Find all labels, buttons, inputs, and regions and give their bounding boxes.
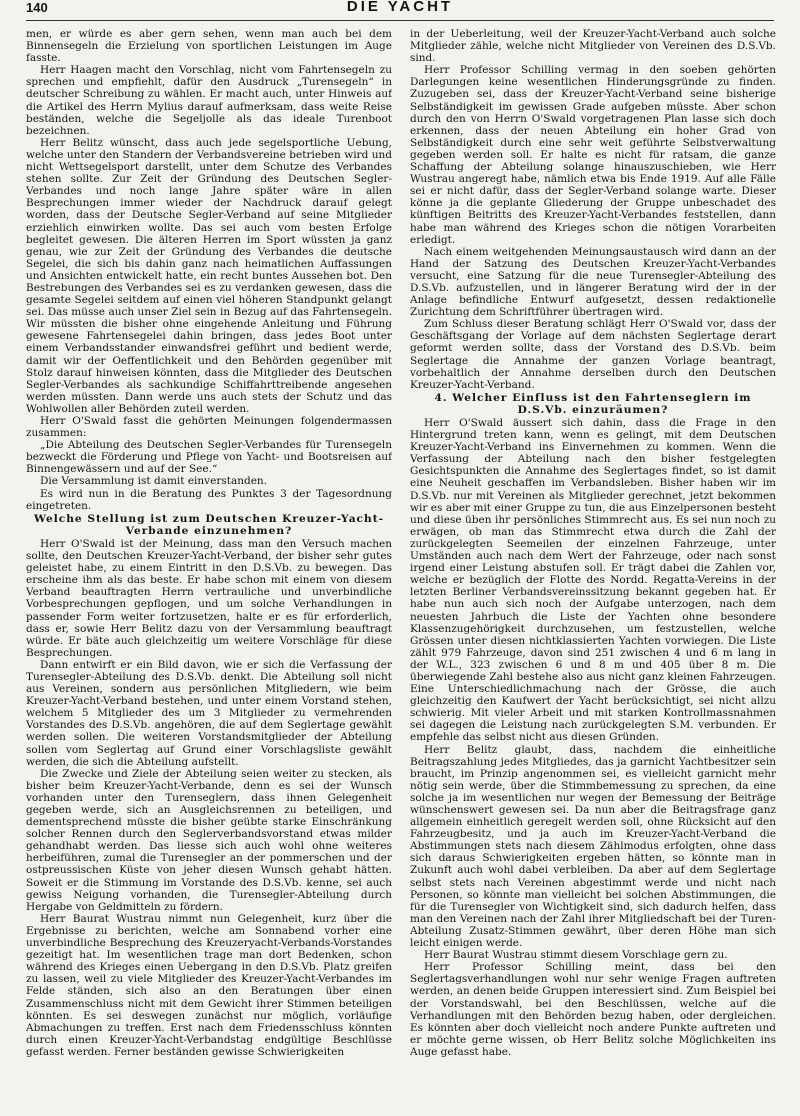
paragraph: Die Versammlung ist damit einverstanden. <box>40 475 268 488</box>
paragraph: Die Zwecke und Ziele der Abteilung seien weiter zu stecken, als bisher beim Kreuzer-Yacht-Verbande, denn es sei der Wunsch vorhanden unter den Turenseglern, dass ihnen Gelegenheit gegeben werde, sich an Ausgleichsrennen zu beteiligen, und dementsprechend müsste die bisher geübte starke Einschränkung solcher Rennen durch den Seglerverbandsvorstand etwas milder gehandhabt werden. Das liesse sich auch wohl ohne weiteres herbeiführen, zumal die Turensegler an der pommerschen und der ostpreussischen Küste von jeher diesen Wunsch gehabt hätten. Soweit er die Stimmung im Vorstande des D.S.Vb. kenne, sei auch gewiss Neigung vorhanden, die Turensegler-Abteilung durch Hergabe von Geldmitteln zu fördern. <box>26 767 392 913</box>
paragraph: Herr Baurat Wustrau nimmt nun Gelegenheit, kurz über die Ergebnisse zu berichten, welche am Sonnabend vorher eine unverbindliche Besprechung des Kreuzeryacht-Verbands-Vorstandes gezeitigt hat. Im wesentlichen trage man dort Bedenken, schon während des Krieges einen Uebergang in den D.S.Vb. Platz greifen zu lassen, weil zu viele Mitglieder des Kreuzer-Yacht-Verbandes im Felde ständen, sich also an den Beratungen über einen Zusammenschluss nicht mit dem Gewicht ihrer Stimmen beteiligen könnten. Es sei deswegen zunächst nur möglich, vorläufige Abmachungen zu treffen. Erst nach dem Friedensschluss könnten durch einen Kreuzer-Yacht-Verbandstag endgültige Beschlüsse gefasst werden. Ferner beständen gewisse Schwierigkeiten <box>26 912 392 1058</box>
paragraph: Herr O'Swald ist der Meinung, dass man den Versuch machen sollte, den Deutschen Kreuzer-Yacht-Verband, der bisher sehr gutes geleistet habe, zu einem Eintritt in den D.S.Vb. zu bewegen. Das erscheine ihm als das beste. Er habe schon mit einem von diesem Verband beauftragten Herrn vertrauliche und unverbindliche Vorbesprechungen gepflogen, und um solche Verhandlungen in passender Form weiter fortzusetzen, halte er es für erforderlich, dass er, sowie Herr Belitz dazu von der Versammlung beauftragt würde. Er bäte auch gleichzeitig um weitere Vorschläge für diese Besprechungen. <box>26 537 392 659</box>
left-column <box>26 28 392 1104</box>
section-heading: 4. Welcher Einfluss ist den Fahrtenseglern im D.S.Vb. einzuräumen? <box>434 391 752 416</box>
right-column <box>410 28 776 1104</box>
paragraph: men, er würde es aber gern sehen, wenn man auch bei dem Binnensegeln die Erzielung von sportlichen Leistungen im Auge fasste. <box>26 28 392 65</box>
paragraph: Herr O'Swald äussert sich dahin, dass die Frage in den Hintergrund treten kann, wenn es gelingt, mit dem Deutschen Kreuzer-Yacht-Verband ins Einvernehmen zu kommen. Wenn die Verfassung der Abteilung nach den bisher festgelegten Gesichtspunkten die Annahme des Seglertages findet, so ist damit eine Neuheit geschaffen im Verbandsleben. Bisher haben wir im D.S.Vb. nur mit Vereinen als Mitglieder gerechnet, jetzt bekommen wir es aber mit einer Gruppe zu tun, die aus Einzelpersonen besteht und diese üben ihr persönliches Stimmrecht aus. Es sei nun noch zu erwägen, ob man das Stimmrecht etwa durch die Zahl der zurückgelegten Seemeilen der einzelnen Fahrzeuge, unter Umständen auch nach dem Wert der Fahrzeuge, oder nach sonst irgend einer Leistung abstufen soll. Er trägt dabei die Zahlen vor, welche er bezüglich der Flotte des Nordd. Regatta-Vereins in der letzten Berliner Verbandsvereinssitzung bekannt gegeben hat. Er habe nun auch sich noch der Aufgabe unterzogen, nach dem neuesten Jahrbuch die Liste der Yachten ohne besondere Klassenzugehörigkeit durchzusehen, um festzustellen, welche Grössen unter diesen nichtklassierten Yachten vorwiegen. Die Liste zählt 979 Fahrzeuge, davon sind 251 zwischen 4 und 6 m lang in der W.L., 323 zwischen 6 und 8 m und 405 über 8 m. Die überwiegende Zahl bestehe also aus nicht ganz kleinen Fahrzeugen. Eine Unterschiedlichmachung nach der Grösse, die auch gleichzeitig den Kaufwert der Yacht berücksichtigt, sei nicht allzu schwierig. Mit vieler Arbeit und mit starken Kontrollmassnahmen sei dagegen die Leistung nach zurückgelegten S.M. verbunden. Er empfehle das selbst nicht aus diesen Gründen. <box>410 417 776 744</box>
paragraph: Herr Professor Schilling vermag in den soeben gehörten Darlegungen keine wesentlichen Hinderungsgründe zu finden. Zuzugeben sei, dass der Kreuzer-Yacht-Verband seine bisherige Selbständigkeit im gewissen Grade aufgeben müsste. Aber schon durch den von Herrn O'Swald vorgetragenen Plan lasse sich doch erkennen, dass der neuen Abteilung ein hoher Grad von Selbständigkeit durch eine sehr weit geführte Selbstverwaltung gegeben werden soll. Er halte es nicht für ratsam, die ganze Schaffung der Abteilung solange hinauszuschieben, wie Herr Wustrau angeregt habe, nämlich etwa bis Ende 1919. Auf alle Fälle sei er nicht dafür, dass der Segler-Verband solange warte. Dieser könne ja die geplante Gliederung der Gruppe unbeschadet des künftigen Beitritts des Kreuzer-Yacht-Verbandes feststellen, dann habe man während des Krieges schon die nötigen Vorarbeiten erledigt. <box>410 64 776 246</box>
paragraph: Es wird nun in die Beratung des Punktes 3 der Tagesordnung eingetreten. <box>26 487 392 512</box>
running-title: DIE YACHT <box>346 0 454 15</box>
text-columns <box>26 28 776 1104</box>
paragraph: Nach einem weitgehenden Meinungsaustausch wird dann an der Hand der Satzung des Deutschen Kreuzer-Yacht-Verbandes versucht, eine Satzung für die neue Turensegler-Abteilung des D.S.Vb. aufzustellen, und in längerer Beratung wird der in der Anlage befindliche Entwurf aufgesetzt, dessen redaktionelle Zurichtung dem Schriftführer übertragen wird. <box>410 245 776 319</box>
paragraph: in der Ueberleitung, weil der Kreuzer-Yacht-Verband auch solche Mitglieder zähle, welche nicht Mitglieder von Vereinen des D.S.Vb. sind. <box>410 28 776 65</box>
page-header <box>26 0 774 21</box>
section-heading: Welche Stellung ist zum Deutschen Kreuzer-Yacht-Verbande einzunehmen? <box>33 512 384 537</box>
page-number: 140 <box>26 0 48 15</box>
paragraph: Dann entwirft er ein Bild davon, wie er sich die Verfassung der Turensegler-Abteilung des D.S.Vb. denkt. Die Abteilung soll nicht aus Vereinen, sondern aus persönlichen Mitgliedern, wie beim Kreuzer-Yacht-Verband bestehen, und unter einem Vorstand stehen, welchem 5 Mitglieder des um 3 Mitglieder zu vermehrenden Vorstandes des D.S.Vb. angehören, die auf dem Seglertage gewählt werden sollen. Die weiteren Vorstandsmitglieder der Abteilung sollen vom Seglertag auf Grund einer Vorschlagsliste gewählt werden, die sich die Abteilung aufstellt. <box>26 658 392 768</box>
paragraph: Herr Belitz wünscht, dass auch jede segelsportliche Uebung, welche unter den Standern der Verbandsvereine betrieben wird und nicht Wettsegelsport darstellt, unter dem Schutze des Verbandes stehen sollte. Zur Zeit der Gründung des Deutschen Segler-Verbandes und noch lange Jahre später wäre in allen Besprechungen immer wieder der Nachdruck darauf gelegt worden, dass der Deutsche Segler-Verband auf seine Mitglieder erziehlich einwirken wollte. Das sei auch vom besten Erfolge begleitet gewesen. Die älteren Herren im Sport wüssten ja ganz genau, wie zur Zeit der Gründung des Verbandes die deutsche Segelei, die sich bis dahin ganz nach heimatlichen Auffassungen und Ansichten entwickelt hatte, ein recht buntes Aussehen bot. Den Bestrebungen des Verbandes sei es zu verdanken gewesen, dass die gesamte Segelei seitdem auf einen viel höheren Standpunkt gelangt sei. Das müsse auch unser Ziel sein in Bezug auf das Fahrtensegeln. Wir müssten die bisher ohne eingehende Anleitung und Führung gewesene Fahrtensegelei dahin bringen, dass jedes Boot unter einem Verbandsstander einwandsfrei geführt und bedient werde, damit wir der Oeffentlichkeit und den Behörden gegenüber mit Stolz darauf hinweisen könnten, dass die Mitglieder des Deutschen Segler-Verbandes als sachkundige Schiffahrttreibende angesehen werden müssten. Dann werde uns auch stets der Schutz und das Wohlwollen aller Behörden zuteil werden. <box>26 136 392 415</box>
paragraph: Herr Haagen macht den Vorschlag, nicht vom Fahrtensegeln zu sprechen und empfiehlt, dafür den Ausdruck „Turensegeln“ in deutscher Schreibung zu wählen. Er macht auch, unter Hinweis auf die Artikel des Herrn Mylius darauf aufmerksam, dass weite Reise beständen, welche die Segeljolle als das ideale Turenboot bezeichnen. <box>26 64 392 137</box>
paragraph: Herr Professor Schilling meint, dass bei den Seglertagsverhandlungen wohl nur sehr wenige Fragen auftreten werden, an denen beide Gruppen interessiert sind. Zum Beispiel bei der Vorstandswahl, bei den Beschlüssen, welche auf die Verhandlungen mit den Behörden bezug haben, oder dergleichen. Es könnten aber doch vielleicht noch andere Punkte auftreten und er möchte gerne wissen, ob Herr Belitz solche Möglichkeiten ins Auge gefasst habe. <box>410 961 776 1058</box>
paragraph: Herr Baurat Wustrau stimmt diesem Vorschlage gern zu. <box>424 949 728 962</box>
paragraph: Herr Belitz glaubt, dass, nachdem die einheitliche Beitragszahlung jedes Mitgliedes, das ja garnicht Yachtbesitzer sein braucht, im Prinzip angenommen sei, es vielleicht garnicht mehr nötig sein werde, über die Stimmbemessung zu sprechen, da eine solche ja im wesentlichen nur wegen der Bemessung der Beiträge wünschenswert gewesen sei. Da nun aber die Beitragsfrage ganz allgemein einheitlich geregelt werden soll, ohne Rücksicht auf den Fahrzeugbesitz, und ja auch im Kreuzer-Yacht-Verband die Abstimmungen stets nach diesem Zählmodus erfolgten, ohne dass sich daraus Schwierigkeiten ergeben hätten, so könnte man in Zukunft auch wohl dabei verbleiben. Da aber auf dem Seglertage selbst stets nach Vereinen abgestimmt werde und nicht nach Personen, so könnte man vielleicht bei solchen Abstimmungen, die für die Turensegler von Wichtigkeit sind, sich dadurch helfen, dass man den Vereinen nach der Zahl ihrer Mitgliedschaft bei der Turen-Abteilung Zusatz-Stimmen gewährt, über deren Höhe man sich leicht einigen werde. <box>410 743 776 950</box>
paragraph: Herr O'Swald fasst die gehörten Meinungen folgendermassen zusammen: <box>26 415 392 440</box>
paragraph: „Die Abteilung des Deutschen Segler-Verbandes für Turensegeln bezweckt die Förderung und Pflege von Yacht- und Bootsreisen auf Binnengewässern und auf der See.“ <box>26 439 392 476</box>
paragraph: Zum Schluss dieser Beratung schlägt Herr O'Swald vor, dass der Geschäftsgang der Vorlage auf dem nächsten Seglertage derart geformt werden sollte, dass der Vorstand des D.S.Vb. beim Seglertage die Annahme der ganzen Vorlage beantragt, vorbehaltlich der Annahme derselben durch den Deutschen Kreuzer-Yacht-Verband. <box>410 318 776 391</box>
